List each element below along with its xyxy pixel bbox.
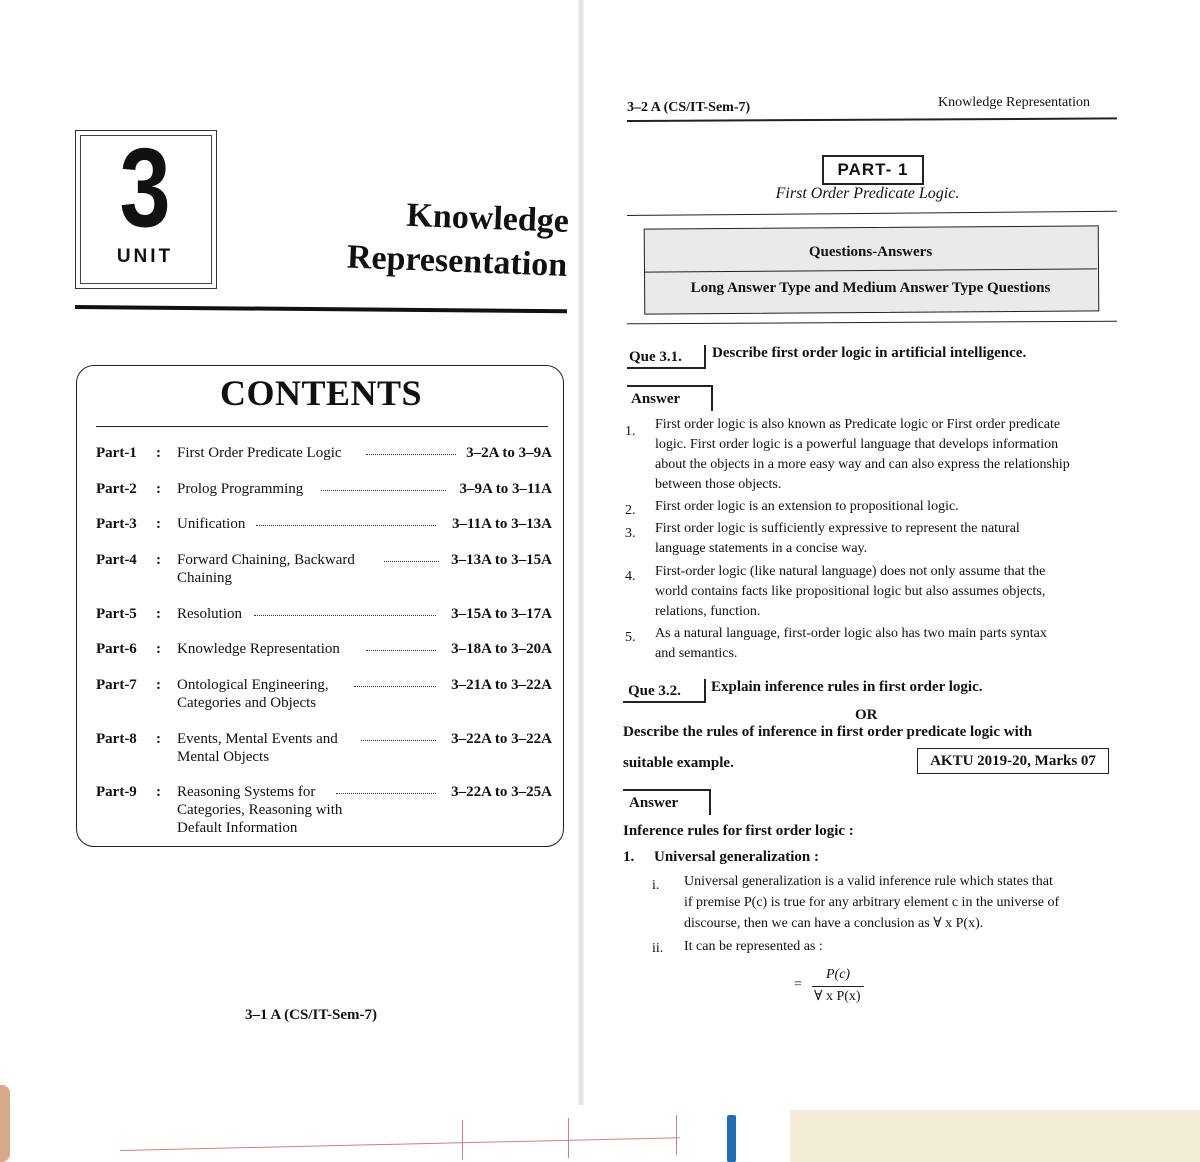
toc-title: Reasoning Systems for Categories, Reasoning with Default Information	[177, 784, 343, 836]
toc-part: Part-1	[96, 445, 137, 461]
toc-part: Part-3	[96, 516, 137, 532]
toc-colon: :	[156, 784, 161, 800]
qa-rule	[627, 321, 1117, 325]
toc-colon: :	[156, 516, 161, 532]
toc-title: Ontological Engineering, Categories and Objects	[177, 677, 329, 711]
toc-pages: 3–11A to 3–13A	[451, 516, 552, 532]
question-text: Explain inference rules in first order logic.	[711, 679, 983, 695]
list-line: logic. First order logic is a powerful language that develops information	[655, 437, 1059, 452]
list-item	[655, 415, 1070, 495]
chapter-title-line1: Knowledge	[405, 196, 570, 241]
formula-denominator: ∀ x P(x)	[814, 989, 861, 1004]
page-footer: 3–1 A (CS/IT-Sem-7)	[245, 1007, 377, 1023]
toc-colon: :	[156, 677, 161, 693]
list-item	[655, 562, 1045, 622]
list-line: relations, function.	[655, 604, 761, 619]
toc-leader	[254, 615, 436, 616]
qa-title: Questions-Answers	[808, 244, 933, 260]
blue-clip	[727, 1115, 736, 1162]
toc-pages: 3–22A to 3–25A	[451, 784, 552, 800]
toc-colon: :	[156, 552, 161, 568]
toc-part: Part-8	[96, 731, 137, 747]
toc-part: Part-7	[96, 677, 137, 693]
toc-colon: :	[156, 606, 161, 622]
list-number: 1.	[625, 424, 636, 439]
toc-pages: 3–2A to 3–9A	[466, 445, 552, 461]
answer-bracket	[623, 789, 711, 815]
running-head-right: Knowledge Representation	[938, 95, 1091, 110]
question-alt-line: Describe the rules of inference in first order predicate logic with	[623, 724, 1033, 740]
list-number: 5.	[625, 630, 636, 645]
formula-bar	[812, 986, 864, 987]
list-line: First order logic is sufficiently expressive to represent the natural	[655, 521, 1020, 536]
desk-tick	[568, 1118, 569, 1158]
list-number: i.	[652, 878, 660, 893]
answer-label: Answer	[631, 391, 681, 407]
toc-title: Events, Mental Events and Mental Objects	[177, 731, 338, 765]
toc-title: Knowledge Representation	[177, 641, 340, 657]
toc-pages: 3–13A to 3–15A	[451, 552, 552, 568]
toc-leader	[354, 686, 436, 687]
formula-equals: =	[794, 977, 802, 992]
toc-leader	[256, 525, 436, 526]
desk-tick	[462, 1120, 463, 1160]
list-line: As a natural language, first-order logic also has two main parts syntax	[655, 626, 1047, 641]
unit-label: UNIT	[116, 246, 174, 267]
list-item	[655, 519, 1020, 559]
list-line: language statements in a concise way.	[655, 541, 868, 556]
qa-subtitle: Long Answer Type and Medium Answer Type Questions	[690, 280, 1051, 296]
list-line: about the objects in a more easy way and can also express the relationship	[655, 457, 1070, 472]
toc-pages: 3–21A to 3–22A	[451, 677, 552, 693]
toc-leader	[321, 490, 446, 491]
list-number: ii.	[652, 941, 664, 956]
exam-badge: AKTU 2019-20, Marks 07	[917, 748, 1109, 774]
toc-part: Part-6	[96, 641, 137, 657]
list-item	[684, 937, 823, 957]
title-rule	[75, 305, 567, 313]
running-head-left: 3–2 A (CS/IT-Sem-7)	[627, 100, 751, 115]
toc-leader	[361, 740, 436, 741]
question-tag: Que 3.2.	[628, 683, 681, 699]
list-number: 1.	[623, 849, 635, 865]
contents-rule	[96, 426, 548, 427]
toc-leader	[366, 454, 456, 455]
question-alt-line: suitable example.	[623, 755, 734, 771]
list-item	[655, 497, 959, 517]
list-line: between those objects.	[655, 477, 782, 492]
list-item	[655, 624, 1047, 664]
toc-pages: 3–22A to 3–22A	[451, 731, 552, 747]
toc-part: Part-9	[96, 784, 137, 800]
list-line: and semantics.	[655, 646, 738, 661]
toc-colon: :	[156, 481, 161, 497]
toc-title: First Order Predicate Logic	[177, 445, 342, 461]
toc-leader	[336, 793, 436, 794]
toc-pages: 3–9A to 3–11A	[459, 481, 552, 497]
toc-colon: :	[156, 731, 161, 747]
toc-part: Part-2	[96, 481, 137, 497]
chapter-title-line2: Representation	[346, 238, 568, 284]
part-subtitle: First Order Predicate Logic.	[775, 185, 960, 202]
list-line: if premise P(c) is true for any arbitrary element c in the universe of	[684, 895, 1060, 910]
list-number: 4.	[625, 569, 636, 584]
part-rule	[627, 211, 1117, 216]
subsection-heading: Universal generalization :	[654, 849, 819, 865]
question-text: Describe first order logic in artificial intelligence.	[712, 345, 1027, 361]
list-line: world contains facts like propositional logic but also assumes objects,	[655, 584, 1046, 599]
list-line: First order logic is an extension to propositional logic.	[655, 499, 959, 514]
toc-part: Part-5	[96, 606, 137, 622]
toc-pages: 3–15A to 3–17A	[451, 606, 552, 622]
list-line: It can be represented as :	[684, 939, 823, 954]
list-item	[684, 871, 1059, 934]
finger	[0, 1085, 10, 1162]
question-tag: Que 3.1.	[629, 349, 682, 365]
toc-pages: 3–18A to 3–20A	[451, 641, 552, 657]
answer-label: Answer	[629, 795, 679, 811]
formula-numerator: P(c)	[826, 967, 851, 982]
toc-leader	[384, 561, 439, 562]
list-line: Universal generalization is a valid inference rule which states that	[684, 874, 1053, 889]
desk-tick	[676, 1115, 677, 1155]
list-line: discourse, then we can have a conclusion as ∀ x P(x).	[684, 916, 984, 931]
question-bracket	[623, 679, 706, 703]
answer-bracket	[627, 385, 713, 411]
toc-title: Resolution	[177, 606, 243, 622]
part-label: PART- 1	[822, 155, 924, 185]
question-bracket	[627, 345, 706, 369]
toc-part: Part-4	[96, 552, 137, 568]
or-separator: OR	[855, 707, 878, 723]
header-rule	[627, 117, 1117, 122]
toc-leader	[366, 650, 436, 651]
list-line: First-order logic (like natural language) does not only assume that the	[655, 564, 1046, 579]
toc-colon: :	[156, 641, 161, 657]
contents-heading: CONTENTS	[219, 373, 423, 413]
chapter-title	[299, 190, 570, 288]
toc-title: Unification	[177, 516, 246, 532]
paper-edge	[790, 1110, 1200, 1162]
list-line: First order logic is also known as Predicate logic or First order predicate	[655, 417, 1061, 432]
toc-colon: :	[156, 445, 161, 461]
toc-title: Prolog Programming	[177, 481, 304, 497]
list-number: 3.	[625, 526, 636, 541]
toc-title: Forward Chaining, Backward Chaining	[177, 552, 355, 586]
book-gutter	[578, 0, 584, 1120]
section-heading: Inference rules for first order logic :	[623, 823, 854, 839]
list-number: 2.	[625, 503, 636, 518]
unit-number: 3	[119, 125, 171, 250]
